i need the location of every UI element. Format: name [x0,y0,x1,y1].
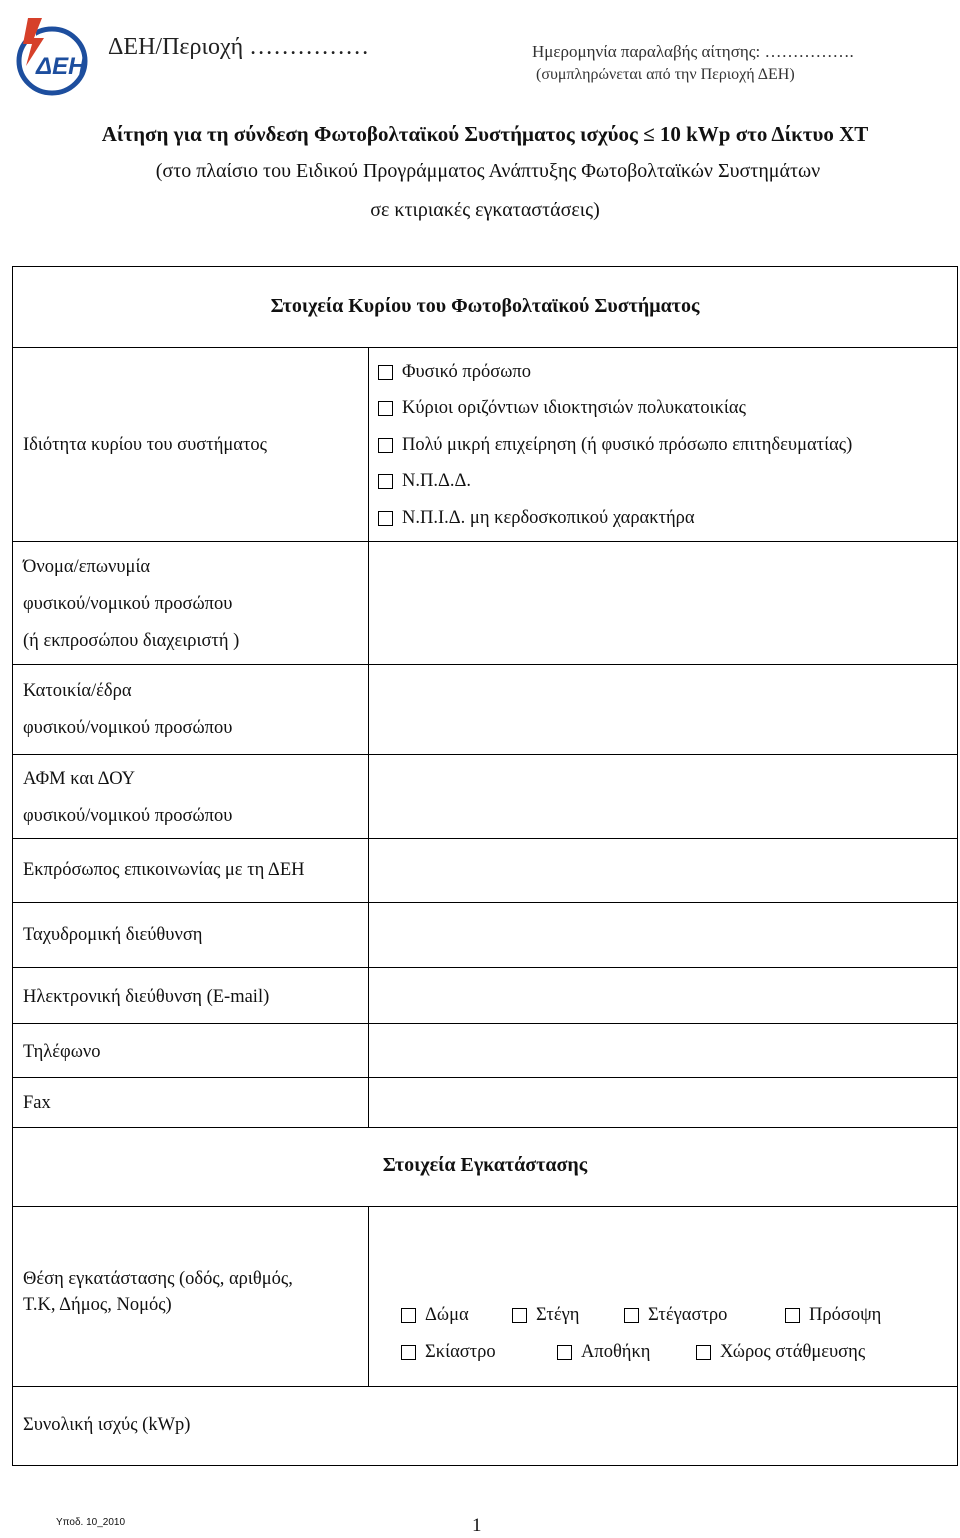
receipt-date-label: Ημερομηνία παραλαβής αίτησης: ……………. [532,42,854,61]
option-horizontal-owners[interactable]: Κύριοι οριζόντιων ιδιοκτησιών πολυκατοικίας [378,398,746,419]
checkbox[interactable] [696,1345,711,1360]
residence-label-line1: Κατοικία/έδρα [23,681,132,701]
form-subtitle-line1: (στο πλαίσιο του Ειδικού Προγράμματος Ανάπτυξης Φωτοβολταϊκών Συστημάτων [155,160,821,182]
page-number: 1 [472,1515,482,1536]
name-label-line3: (ή εκπροσώπου διαχειριστή ) [23,631,240,651]
checkbox[interactable] [557,1345,572,1360]
option-sunshade[interactable]: Σκίαστρο [401,1342,496,1363]
option-small-business[interactable]: Πολύ μικρή επιχείρηση (ή φυσικό πρόσωπο επιτηδευματίας) [378,435,852,456]
email-field[interactable] [369,968,957,1023]
tax-field[interactable] [369,755,957,838]
installation-section-title: Στοιχεία Εγκατάστασης [382,1154,588,1176]
option-shelter[interactable]: Στέγαστρο [624,1305,727,1326]
phone-label: Τηλέφωνο [23,1042,101,1062]
checkbox[interactable] [512,1308,527,1323]
fax-label: Fax [23,1093,51,1113]
postal-label: Ταχυδρομική διεύθυνση [23,925,203,945]
name-label-line2: φυσικού/νομικού προσώπου [23,594,233,614]
option-storage[interactable]: Αποθήκη [557,1342,650,1363]
residence-field[interactable] [369,665,957,754]
ownership-label: Ιδιότητα κυρίου του συστήματος [23,435,267,455]
checkbox[interactable] [378,511,393,526]
email-label: Ηλεκτρονική διεύθυνση (E-mail) [23,987,270,1007]
option-npdd[interactable]: Ν.Π.Δ.Δ. [378,471,471,492]
checkbox[interactable] [378,438,393,453]
region-label: ΔΕΗ/Περιοχή …………… [108,34,370,60]
checkbox[interactable] [401,1345,416,1360]
location-label-line1: Θέση εγκατάστασης (οδός, αριθμός, [23,1269,293,1289]
contact-field[interactable] [369,839,957,902]
name-label-line1: Όνομα/επωνυμία [23,557,151,577]
phone-field[interactable] [369,1024,957,1077]
receipt-date-note: (συμπληρώνεται από την Περιοχή ΔΕΗ) [536,66,795,83]
form-title: Αίτηση για τη σύνδεση Φωτοβολταϊκού Συστήματος ισχύος ≤ 10 kWp στο Δίκτυο ΧΤ [101,122,869,146]
checkbox[interactable] [378,474,393,489]
checkbox[interactable] [624,1308,639,1323]
option-parking[interactable]: Χώρος στάθμευσης [696,1342,865,1363]
logo-text: ΔΕΗ [36,53,86,80]
form-subtitle-line2: σε κτιριακές εγκαταστάσεις) [370,199,600,221]
power-label: Συνολική ισχύς (kWp) [23,1415,191,1435]
option-npid[interactable]: Ν.Π.Ι.Δ. μη κερδοσκοπικού χαρακτήρα [378,508,695,529]
option-roof[interactable]: Στέγη [512,1305,580,1326]
owner-section-title: Στοιχεία Κυρίου του Φωτοβολταϊκού Συστήματος [270,295,700,317]
option-roof-terrace[interactable]: Δώμα [401,1305,469,1326]
tax-label-line1: ΑΦΜ και ΔΟΥ [23,769,135,789]
postal-field[interactable] [369,903,957,967]
checkbox[interactable] [785,1308,800,1323]
checkbox[interactable] [401,1308,416,1323]
option-natural-person[interactable]: Φυσικό πρόσωπο [378,362,531,383]
checkbox[interactable] [378,401,393,416]
option-facade[interactable]: Πρόσοψη [785,1305,881,1326]
checkbox[interactable] [378,365,393,380]
dei-logo [12,16,98,102]
fax-field[interactable] [369,1078,957,1127]
tax-label-line2: φυσικού/νομικού προσώπου [23,806,233,826]
location-label-line2: Τ.Κ, Δήμος, Νομός) [23,1295,172,1315]
document-reference: Υποδ. 10_2010 [56,1517,126,1528]
contact-label: Εκπρόσωπος επικοινωνίας με τη ΔΕΗ [23,860,305,880]
residence-label-line2: φυσικού/νομικού προσώπου [23,718,233,738]
name-field[interactable] [369,542,957,664]
